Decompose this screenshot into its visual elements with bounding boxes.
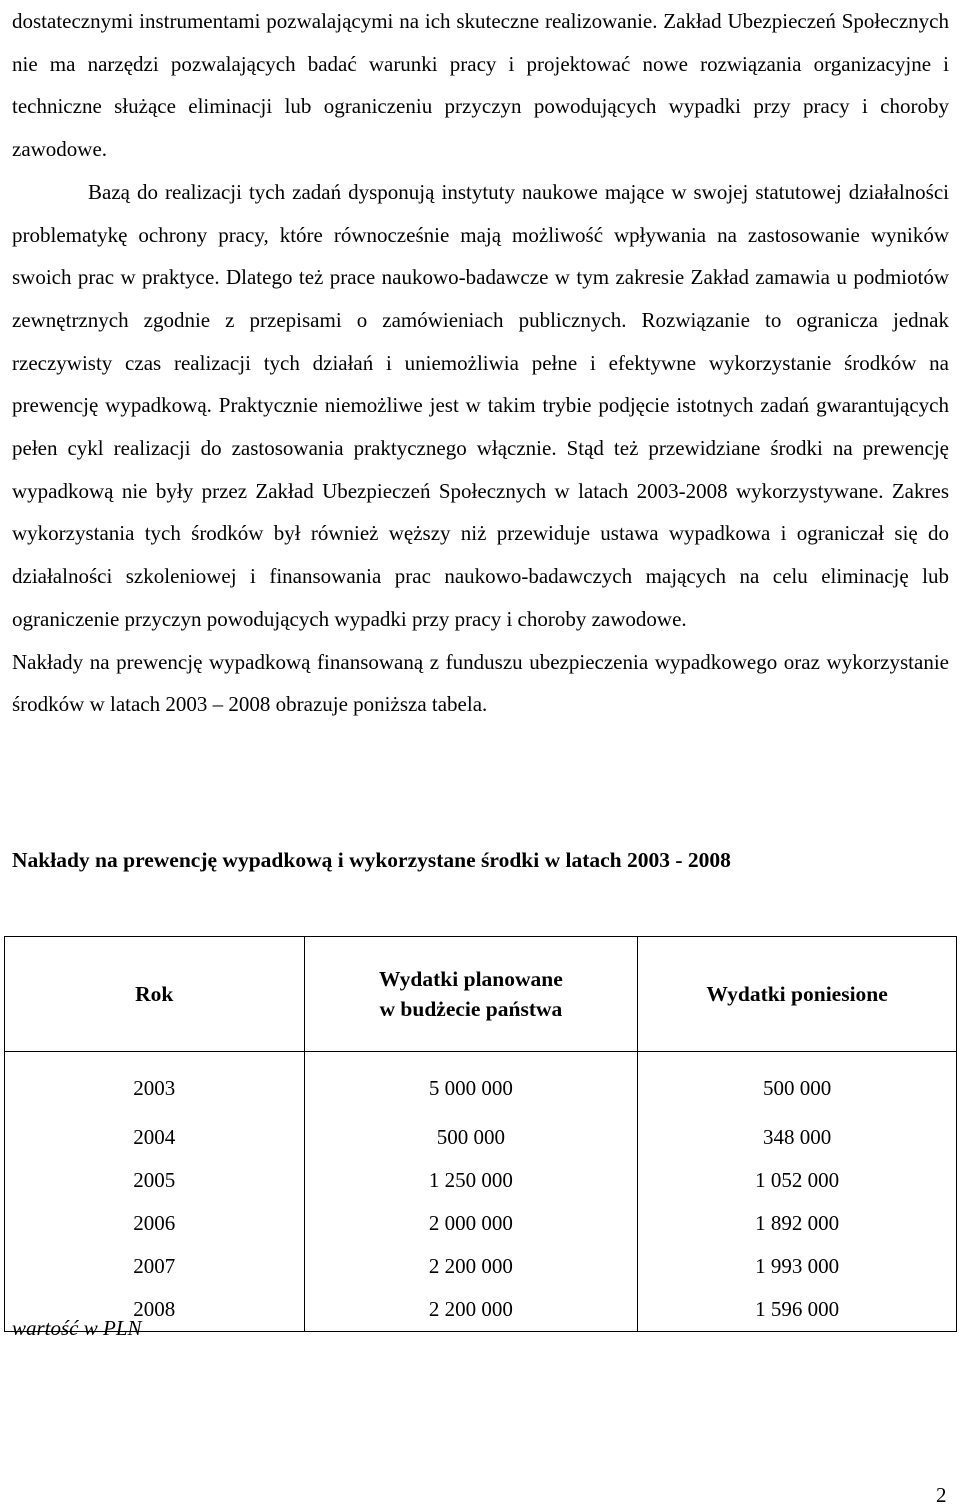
cell-planned: 1 250 000 [304, 1159, 638, 1202]
cell-planned: 500 000 [304, 1116, 638, 1159]
header-planned [304, 937, 638, 1052]
cell-year: 2006 [5, 1202, 305, 1245]
table-header-row [5, 937, 957, 1052]
cell-year: 2008 [5, 1288, 305, 1332]
paragraph-research-institutes: Bazą do realizacji tych zadań dysponują instytuty naukowe mające w swojej statutowej działalności problematykę ochrony pracy, które równocześnie mają możliwość wpływania na zastosowanie wyników swoich prac w praktyce. Dlatego też prace naukowo-badawcze w tym zakresie Zakład zamawia u podmiotów zewnętrznych zgodnie z przepisami o zamówieniach publicznych. Rozwiązanie to ogranicza jednak rzeczywisty czas realizacji tych działań i uniemożliwia pełne i efektywne wykorzystanie środków na prewencję wypadkową. Praktycznie niemożliwe jest w takim trybie podjęcie istotnych zadań gwarantujących pełen cykl realizacji do zastosowania praktycznego włącznie. Stąd też przewidziane środki na prewencję wypadkową nie były przez Zakład Ubezpieczeń Społecznych w latach 2003-2008 wykorzystywane. Zakres wykorzystania tych środków był również węższy niż przewiduje ustawa wypadkowa i ograniczał się do działalności szkoleniowej i finansowania prac naukowo-badawczych mających na celu eliminację lub ograniczenie przyczyn powodujących wypadki przy pracy i choroby zawodowe. [12, 179, 949, 631]
cell-spent: 1 892 000 [638, 1202, 957, 1245]
cell-planned: 5 000 000 [304, 1052, 638, 1117]
cell-spent: 1 052 000 [638, 1159, 957, 1202]
cell-year: 2003 [5, 1052, 305, 1117]
cell-year: 2004 [5, 1116, 305, 1159]
page-number: 2 [936, 1483, 947, 1507]
header-year: Rok [5, 937, 305, 1052]
cell-spent: 1 993 000 [638, 1245, 957, 1288]
header-spent: Wydatki poniesione [638, 937, 957, 1052]
cell-spent: 1 596 000 [638, 1288, 957, 1332]
paragraph-intro: dostatecznymi instrumentami pozwalającymi na ich skuteczne realizowanie. Zakład Ubezpieczeń Społecznych nie ma narzędzi pozwalających badać warunki pracy i projektować nowe rozwiązania organizacyjne i techniczne służące eliminacji lub ograniczeniu przyczyn powodujących wypadki przy pracy i choroby zawodowe. [12, 9, 949, 162]
table-row [5, 1052, 957, 1117]
cell-planned: 2 200 000 [304, 1245, 638, 1288]
table-row [5, 1245, 957, 1288]
header-planned-line2: w budżecie państwa [379, 997, 563, 1021]
cell-spent: 500 000 [638, 1052, 957, 1117]
cell-planned: 2 000 000 [304, 1202, 638, 1245]
table-row [5, 1116, 957, 1159]
table-title: Nakłady na prewencję wypadkową i wykorzystane środki w latach 2003 - 2008 [12, 848, 731, 872]
table-caption: wartość w PLN [12, 1316, 142, 1340]
document-body [12, 0, 949, 726]
table-row [5, 1288, 957, 1332]
header-planned-line1: Wydatki planowane [378, 967, 563, 991]
cell-planned: 2 200 000 [304, 1288, 638, 1332]
cell-year: 2007 [5, 1245, 305, 1288]
budget-table [4, 936, 957, 1332]
cell-spent: 348 000 [638, 1116, 957, 1159]
table-row [5, 1159, 957, 1202]
paragraph-table-intro: Nakłady na prewencję wypadkową finansowaną z funduszu ubezpieczenia wypadkowego oraz wykorzystanie środków w latach 2003 – 2008 obrazuje poniższa tabela. [12, 649, 949, 717]
table-row [5, 1202, 957, 1245]
cell-year: 2005 [5, 1159, 305, 1202]
